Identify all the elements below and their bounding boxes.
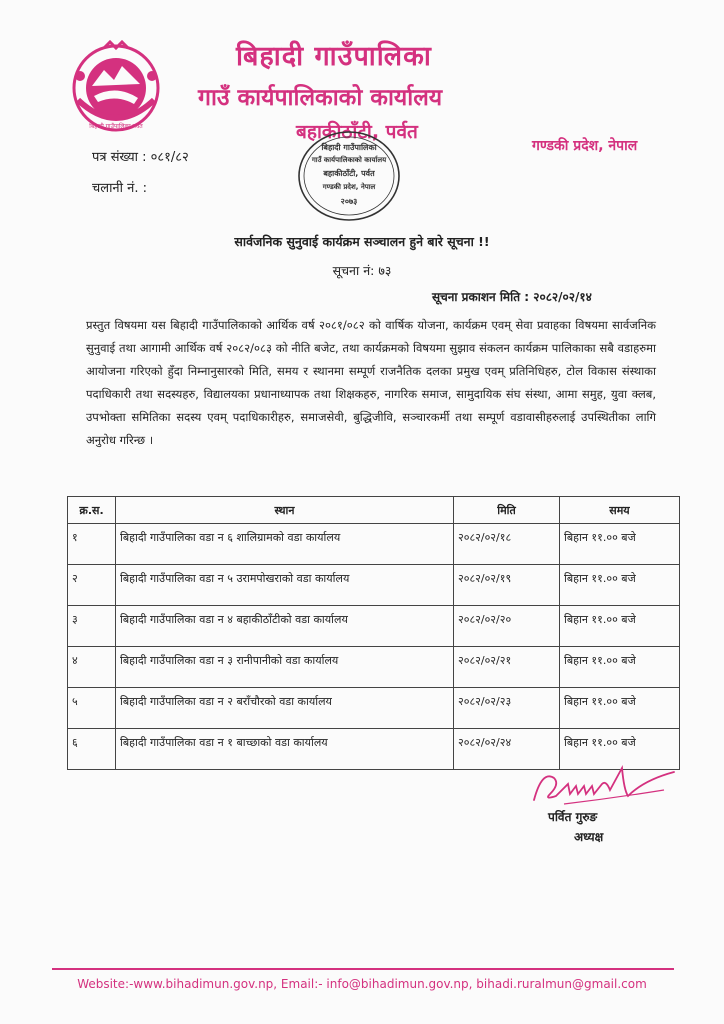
emblem-icon xyxy=(64,40,168,132)
cell-date: २०८२/०२/१८ xyxy=(454,524,560,565)
cell-sn: ४ xyxy=(68,647,116,688)
cell-time: बिहान ११.०० बजे xyxy=(560,729,680,770)
cell-date: २०८२/०२/२४ xyxy=(454,729,560,770)
table-row xyxy=(68,606,680,647)
publish-date: सूचना प्रकाशन मिति : २०८२/०२/१४ xyxy=(432,290,592,304)
table-row xyxy=(68,647,680,688)
table-header-row xyxy=(68,497,680,524)
cell-sn: ३ xyxy=(68,606,116,647)
table-row xyxy=(68,524,680,565)
cell-place: बिहादी गाउँपालिका वडा न २ बराँचौरको वडा कार्यालय xyxy=(116,688,454,729)
emblem-text: बिहादी गाउँपालिका पर्वत xyxy=(89,123,143,130)
office-name: गाउँ कार्यपालिकाको कार्यालय xyxy=(198,85,443,111)
cell-sn: ५ xyxy=(68,688,116,729)
cell-sn: १ xyxy=(68,524,116,565)
col-header-date: मिति xyxy=(454,497,560,524)
notice-number: सूचना नं: ७३ xyxy=(332,263,392,278)
col-header-place: स्थान xyxy=(116,497,454,524)
office-address: बहाकीठाँटी, पर्वत xyxy=(296,121,418,143)
cell-date: २०८२/०२/२० xyxy=(454,606,560,647)
col-header-time: समय xyxy=(560,497,680,524)
stamp-line: गाउँ कार्यपालिकाको कार्यालय xyxy=(311,156,387,164)
signatory-title: अध्यक्ष xyxy=(574,830,604,844)
cell-time: बिहान ११.०० बजे xyxy=(560,606,680,647)
cell-sn: ६ xyxy=(68,729,116,770)
table-row xyxy=(68,565,680,606)
schedule-table xyxy=(67,496,680,770)
stamp-line: गण्डकी प्रदेश, नेपाल xyxy=(322,183,376,191)
dispatch-number: चलानी नं. : xyxy=(92,181,148,196)
notice-subject: सार्वजनिक सुनुवाई कार्यक्रम सञ्चालन हुने बारे सूचना !! xyxy=(234,234,490,249)
cell-place: बिहादी गाउँपालिका वडा न ३ रानीपानीको वडा कार्यालय xyxy=(116,647,454,688)
cell-place: बिहादी गाउँपालिका वडा न १ बाच्छाको वडा कार्यालय xyxy=(116,729,454,770)
cell-place: बिहादी गाउँपालिका वडा न ६ शालिग्रामको वडा कार्यालय xyxy=(116,524,454,565)
stamp-year: २०७३ xyxy=(340,197,358,206)
cell-time: बिहान ११.०० बजे xyxy=(560,565,680,606)
org-name: बिहादी गाउँपालिका xyxy=(236,41,432,72)
footer-divider xyxy=(52,968,674,970)
cell-date: २०८२/०२/१९ xyxy=(454,565,560,606)
cell-date: २०८२/०२/२३ xyxy=(454,688,560,729)
reference-number: पत्र संख्या : ०८१/८२ xyxy=(92,150,189,165)
cell-time: बिहान ११.०० बजे xyxy=(560,524,680,565)
col-header-sn: क्र.स. xyxy=(68,497,116,524)
footer-contact: Website:-www.bihadimun.gov.np, Email:- info@bihadimun.gov.np, bihadi.ruralmun@gmail.com xyxy=(77,977,647,991)
signatory-name: पर्वित गुरुङ xyxy=(548,810,598,824)
cell-time: बिहान ११.०० बजे xyxy=(560,647,680,688)
stamp-line: बहाकीठाँटी, पर्वत xyxy=(323,169,375,178)
cell-sn: २ xyxy=(68,565,116,606)
stamp-line: बिहादी गाउँपालिका xyxy=(321,143,377,152)
cell-place: बिहादी गाउँपालिका वडा न ४ बहाकीठाँटीको वडा कार्यालय xyxy=(116,606,454,647)
table-row xyxy=(68,688,680,729)
cell-place: बिहादी गाउँपालिका वडा न ५ उरामपोखराको वडा कार्यालय xyxy=(116,565,454,606)
cell-date: २०८२/०२/२१ xyxy=(454,647,560,688)
cell-time: बिहान ११.०० बजे xyxy=(560,688,680,729)
office-stamp xyxy=(296,128,402,224)
notice-body: प्रस्तुत विषयमा यस बिहादी गाउँपालिकाको आर्थिक वर्ष २०८१/०८२ को वार्षिक योजना, कार्यक्रम एवम् सेवा प्रवाहका विषयमा सार्वजनिक सुनुवाई तथा आगामी आर्थिक वर्ष २०८२/०८३ को नीति बजेट, तथा कार्यक्रमको विषयमा सुझाव संकलन कार्यक्रम पालिकाका सबै वडाहरुमा आयोजना गरिएको हुँदा निम्नानुसारको मिति, समय र स्थानमा सम्पूर्ण राजनैतिक दलका प्रमुख एवम् प्रतिनिधिहरु, टोल विकास संस्थाका पदाधिकारी तथा सदस्यहरु, विद्यालयका प्रधानाध्यापक तथा शिक्षकहरु, नागरिक समाज, सामुदायिक संघ संस्था, आमा समुह, युवा क्लब, उपभोक्ता समितिका सदस्य एवम् पदाधिकारीहरु, समाजसेवी, बुद्धिजीवि, सञ्चारकर्मी तथा सम्पूर्ण वडावासीहरुलाई उपस्थितीका लागि अनुरोध गरिन्छ । xyxy=(86,318,656,447)
province-name: गण्डकी प्रदेश, नेपाल xyxy=(532,138,638,154)
